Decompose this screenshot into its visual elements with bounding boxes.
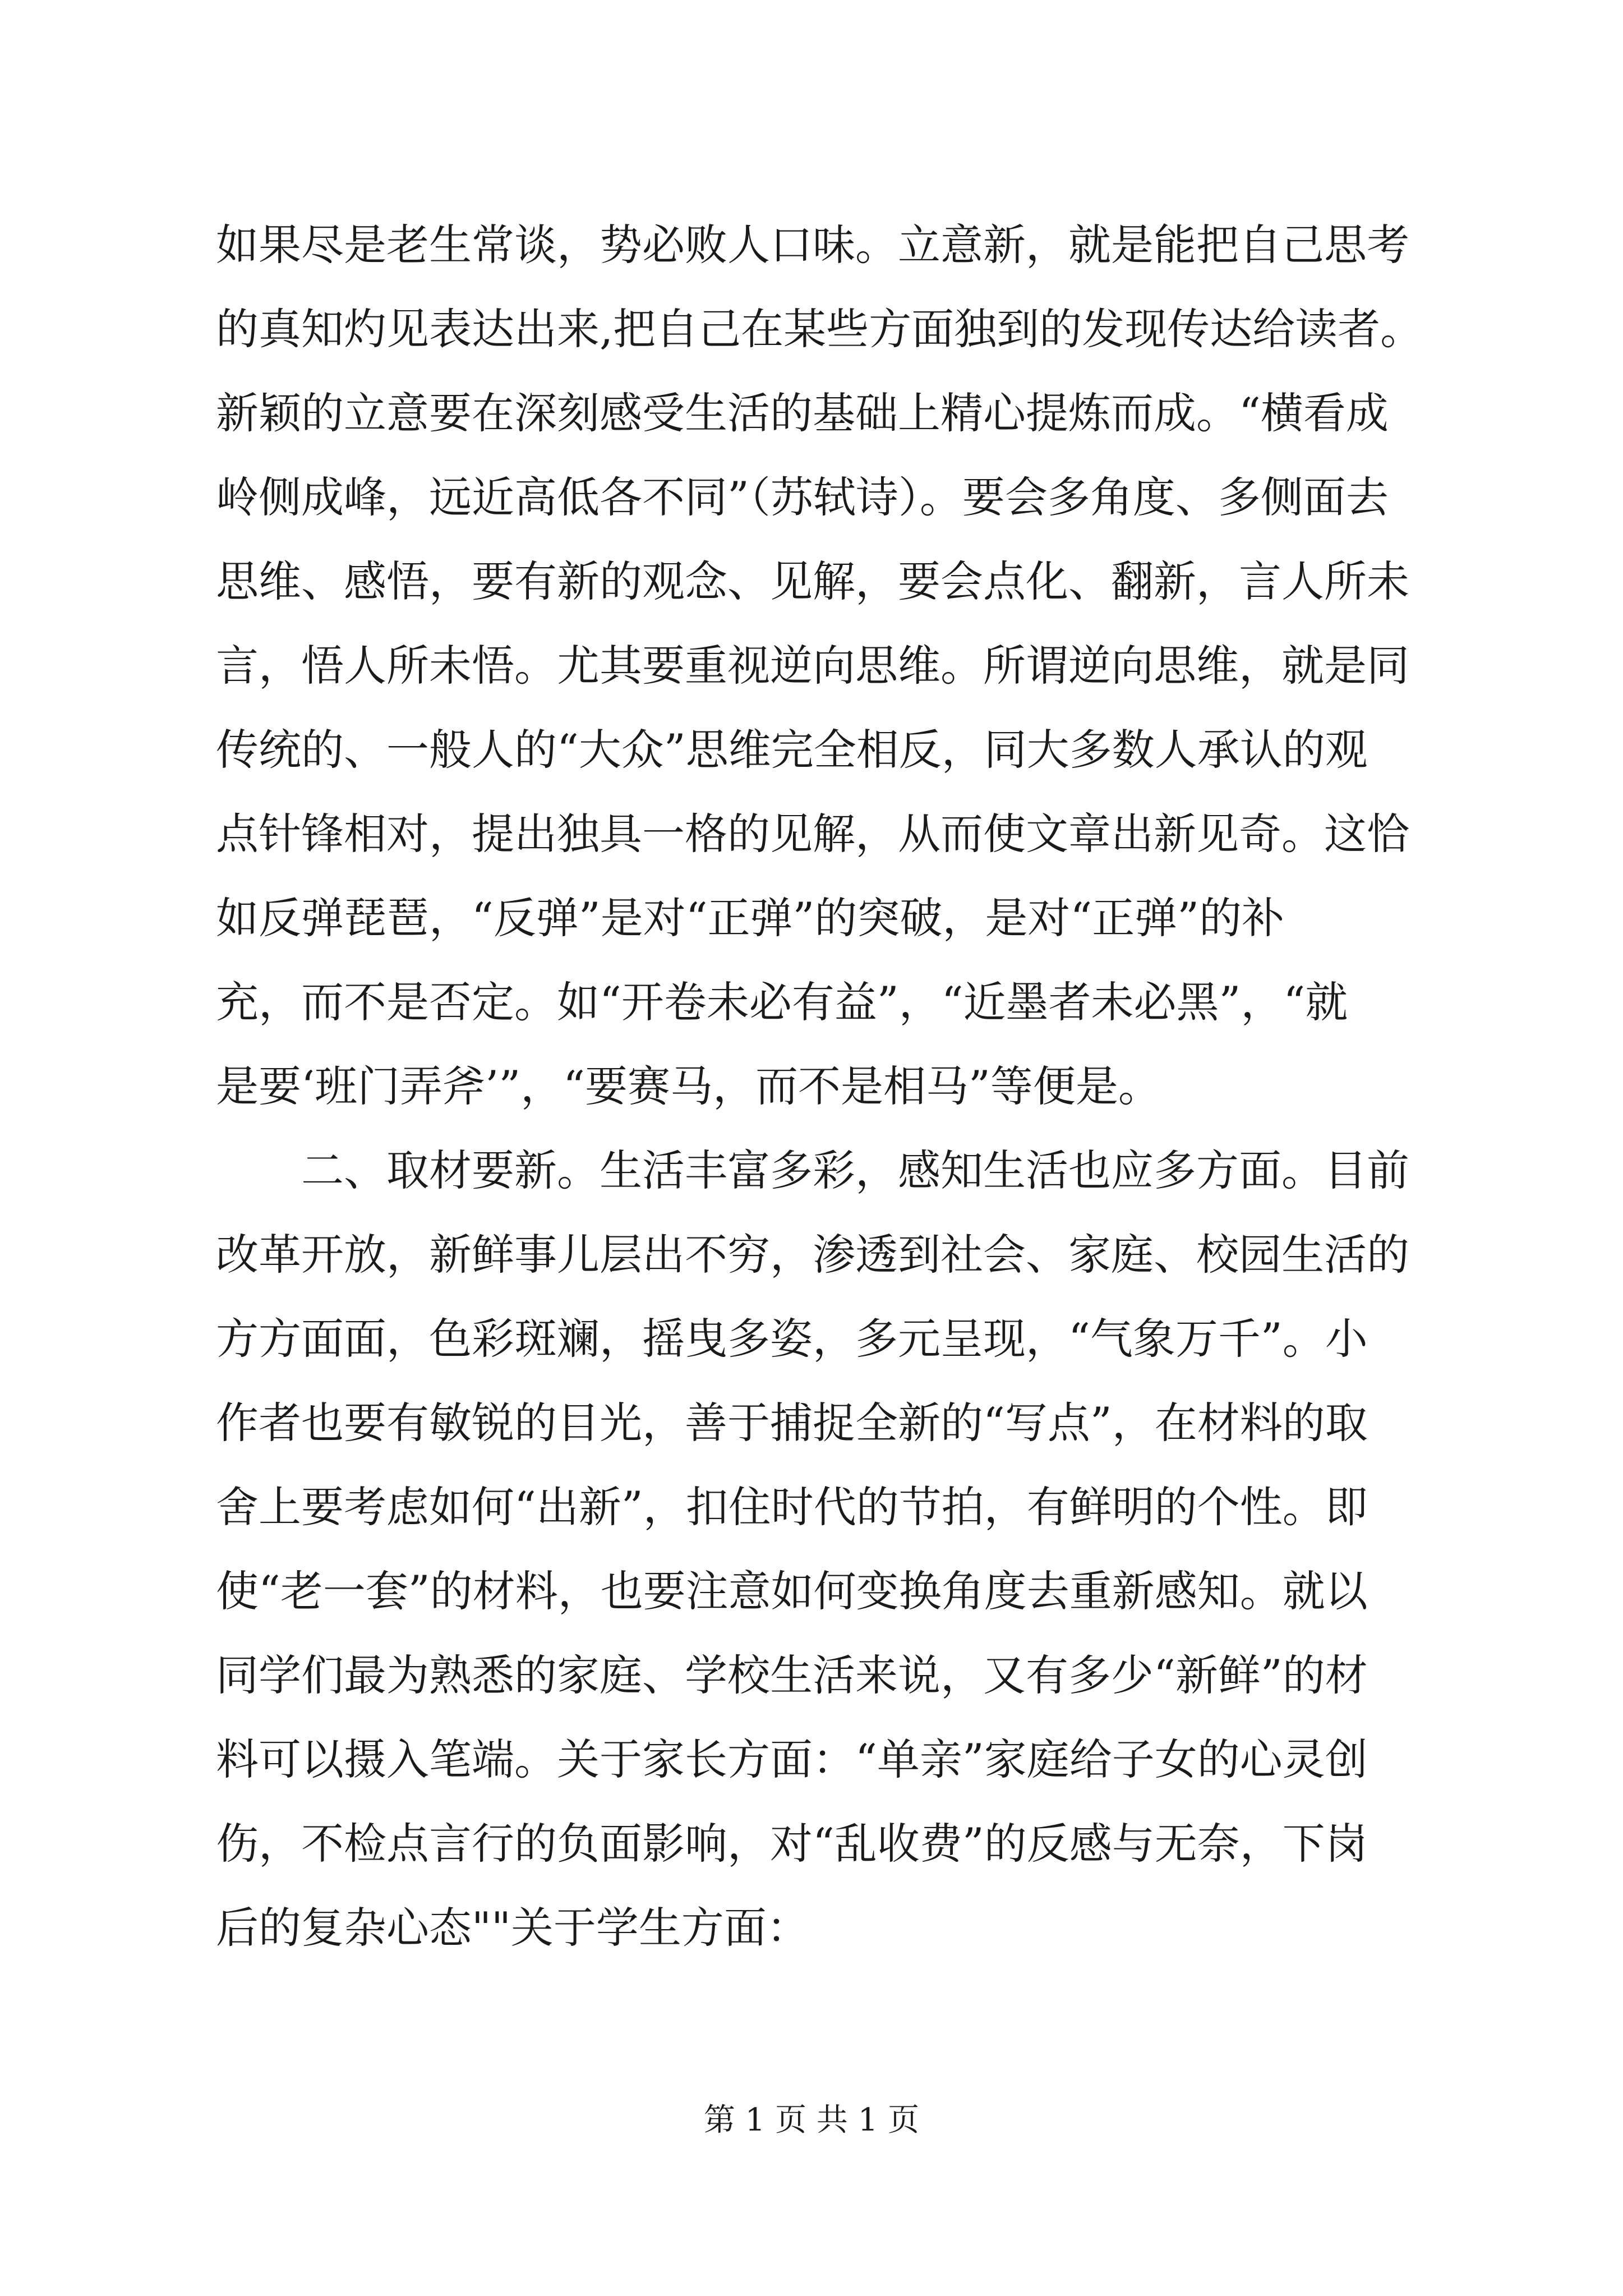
- body-text: [216, 203, 1450, 1970]
- text-line-18: 同学们最为熟悉的家庭、学校生活来说，又有多少“新鲜”的材: [216, 1650, 1368, 1700]
- text-line-20: 伤，不检点言行的负面影响，对“乱收费”的反感与无奈，下岗: [216, 1819, 1368, 1869]
- text-line-3: 新颖的立意要在深刻感受生活的基础上精心提炼而成。“横看成: [216, 388, 1389, 438]
- text-line-13: 改革开放，新鲜事儿层出不穷，渗透到社会、家庭、校园生活的: [216, 1230, 1409, 1280]
- text-line-17: 使“老一套”的材料，也要注意如何变换角度去重新感知。就以: [216, 1566, 1368, 1616]
- text-line-11: 是要‘班门弄斧’”，“要赛马，而不是相马”等便是。: [216, 1061, 1161, 1111]
- text-line-2: 的真知灼见表达出来,把自己在某些方面独到的发现传达给读者。: [216, 304, 1423, 354]
- text-line-7: 传统的、一般人的“大众”思维完全相反，同大多数人承认的观: [216, 725, 1368, 775]
- text-line-14: 方方面面，色彩斑斓，摇曳多姿，多元呈现，“气象万千”。小: [216, 1314, 1368, 1364]
- text-line-9: 如反弹琵琶，“反弹”是对“正弹”的突破，是对“正弹”的补: [216, 893, 1285, 943]
- text-line-12: 二、取材要新。生活丰富多彩，感知生活也应多方面。目前: [216, 1145, 1409, 1195]
- text-line-1: 如果尽是老生常谈，势必败人口味。立意新，就是能把自己思考: [216, 220, 1409, 270]
- text-line-19: 料可以摄入笔端。关于家长方面：“单亲”家庭给子女的心灵创: [216, 1734, 1368, 1784]
- text-line-16: 舍上要考虑如何“出新”，扣住时代的节拍，有鲜明的个性。即: [216, 1482, 1368, 1532]
- text-line-4: 岭侧成峰，远近高低各不同”（苏轼诗）。要会多角度、多侧面去: [216, 472, 1389, 522]
- text-line-15: 作者也要有敏锐的目光，善于捕捉全新的“写点”，在材料的取: [216, 1398, 1368, 1448]
- text-line-8: 点针锋相对，提出独具一格的见解，从而使文章出新见奇。这恰: [216, 809, 1409, 859]
- text-line-5: 思维、感悟，要有新的观念、见解，要会点化、翻新，言人所未: [216, 556, 1409, 606]
- page-number-footer: 第 1 页 共 1 页: [703, 2102, 920, 2138]
- text-line-21: 后的复杂心态""关于学生方面：: [216, 1903, 809, 1953]
- text-line-6: 言，悟人所未悟。尤其要重视逆向思维。所谓逆向思维，就是同: [216, 641, 1409, 691]
- text-line-10: 充，而不是否定。如“开卷未必有益”，“近墨者未必黑”，“就: [216, 977, 1348, 1027]
